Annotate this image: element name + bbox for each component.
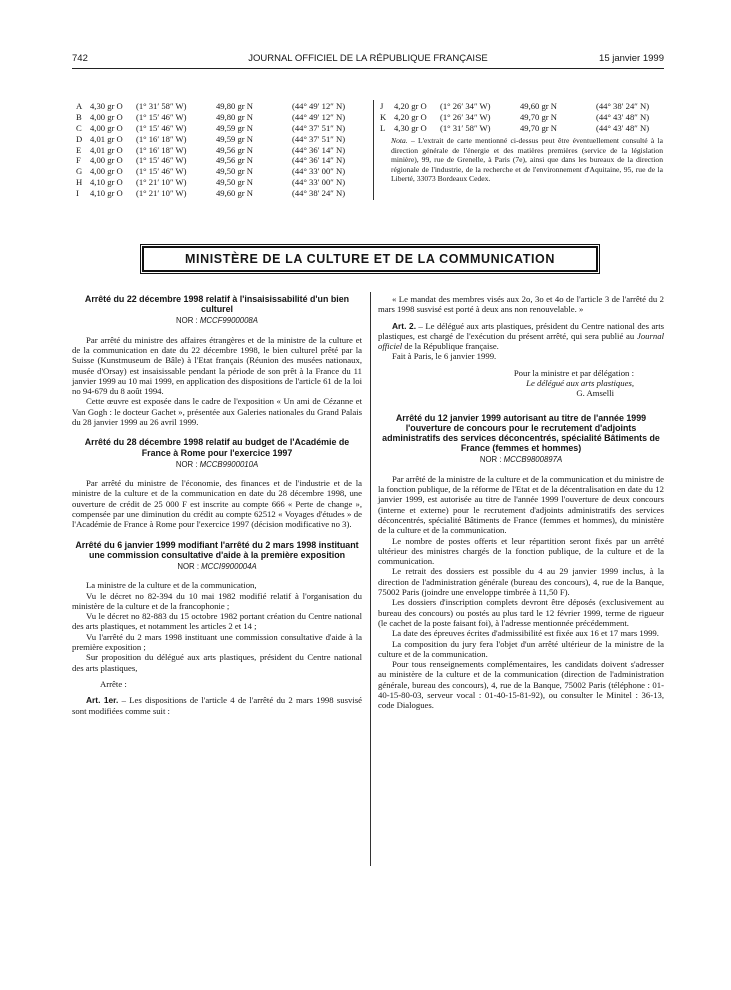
arrete-label: Arrête : [100, 678, 127, 689]
paragraph: Le retrait des dossiers est possible du 4 au 29 janvier 1999 inclus, à la direction de l'administration générale (bureau des concours), 4, rue de la Banque, 75002 Paris (joindre une enveloppe timbrée à 11,50 F). [378, 566, 664, 598]
header-divider [72, 68, 664, 69]
signature-line: Le délégué aux arts plastiques, [526, 378, 634, 389]
nor-code: MCCB9900010A [199, 459, 259, 469]
article-text: – Le délégué aux arts plastiques, président du Centre national des arts plastiques, est chargé de l'exécution du présent arrêté, qui sera publié au [378, 320, 664, 341]
coordinate-row [76, 188, 376, 199]
point-label: I [76, 188, 79, 199]
latitude-grades: 49,80 gr N [216, 101, 253, 111]
journal-reference: Journal officiel [378, 330, 664, 352]
latitude-grades: 49,70 gr N [520, 111, 557, 122]
coordinate-row [380, 112, 670, 123]
paragraph: La date des épreuves écrites d'admissibilité est fixée aux 16 et 17 mars 1999. [392, 628, 659, 639]
latitude-degrees: (44° 38′ 24″ N) [292, 188, 346, 199]
longitude-degrees: (1° 15′ 46″ W) [136, 111, 187, 122]
point-label: C [76, 122, 82, 133]
longitude-grades: 4,00 gr O [90, 155, 123, 166]
longitude-grades: 4,00 gr O [90, 122, 123, 133]
longitude-degrees: (1° 26′ 34″ W) [440, 111, 491, 122]
coordinates-table-left [76, 101, 376, 199]
longitude-degrees: (1° 15′ 46″ W) [136, 122, 187, 133]
latitude-degrees: (44° 33′ 00″ N) [292, 166, 346, 177]
coordinate-row [380, 123, 670, 134]
paragraph: Le nombre de postes offerts et leur répartition seront fixés par un arrêté ultérieur des ministres chargés de la fonction publique, de la culture et de la communication. [378, 535, 664, 567]
nor-label: NOR : [479, 455, 504, 465]
nor-label: NOR : [176, 316, 200, 326]
paragraph: Les dossiers d'inscription complets devront être déposés (exclusivement au bureau des concours) ou postés au plus tard le 12 février 1999, terme de rigueur (le cachet de la poste faisant foi), à l'adresse mentionnée précédemment. [378, 597, 664, 628]
nor-reference [72, 316, 362, 326]
coordinate-row [76, 123, 376, 134]
longitude-grades: 4,01 gr O [90, 133, 123, 144]
signature-line: Pour la ministre et par délégation : [513, 367, 634, 378]
right-column [378, 294, 664, 711]
coordinate-row [380, 101, 670, 112]
longitude-grades: 4,00 gr O [90, 111, 123, 122]
nota-label: Nota. [391, 136, 408, 145]
article-text: – Les dispositions de l'article 4 de l'arrêté du 2 mars 1998 susvisé sont modifiées comme suit : [72, 695, 362, 716]
latitude-degrees: (44° 43′ 48″ N) [596, 122, 650, 133]
ministry-heading: MINISTÈRE DE LA CULTURE ET DE LA COMMUNICATION [142, 246, 598, 272]
longitude-degrees: (1° 15′ 46″ W) [136, 166, 187, 177]
article-label: Art. 1er. [86, 695, 119, 706]
page-header [72, 53, 664, 67]
signatory-name: G. Amselli [576, 388, 614, 399]
longitude-grades: 4,10 gr O [90, 188, 123, 199]
paragraph: Vu l'arrêté du 2 mars 1998 instituant une commission consultative d'aide à la première exposition ; [72, 631, 362, 653]
nota-text: – L'extrait de carte mentionné ci-dessus peut être éventuellement consulté à la direction générale de l'énergie et des matières premières (service de la législation minière), 99, rue de Grenelle, à Paris (7e), ainsi que dans les bureaux de la direction régionale de l'industrie, de la recherche et de l'environnement d'Aquitaine, 95, rue de la Liberté, 33073 Bordeaux Cedex. [391, 136, 663, 184]
page-number: 742 [72, 53, 88, 64]
latitude-grades: 49,60 gr N [216, 188, 253, 199]
issue-date: 15 janvier 1999 [599, 53, 664, 64]
paragraph: Pour tous renseignements complémentaires, les candidats doivent s'adresser au ministère de la culture et de la communication (direction de l'administration générale, bureau des concours), 4, rue de la Banque, 75002 Paris (téléphone : 01-40-15-80-03, serveur vocal : 01-40-15-81-92), ou consulter le Minitel : 36-13, code Dialogues. [378, 659, 664, 711]
paragraph: Par arrêté du ministre de l'économie, des finances et de l'industrie et de la ministre de la culture et de la communication en date du 28 décembre 1998, une ouverture de crédit de 25 000 F est inscrite au compte 666 « Perte de change », compensée par une diminution du crédit au compte 62512 « Voyages d'études » de l'Académie de France à Rome pour l'exercice 1997 (décision modificative no 3). [72, 478, 362, 530]
latitude-grades: 49,59 gr N [216, 122, 253, 133]
arrete-title: Arrêté du 6 janvier 1999 modifiant l'arrêté du 2 mars 1998 instituant une commission consultative d'aide à la première exposition [75, 539, 359, 560]
done-at: Fait à Paris, le 6 janvier 1999. [392, 351, 497, 362]
latitude-grades: 49,50 gr N [216, 177, 253, 188]
article-2 [378, 321, 664, 352]
arrete-title: Arrêté du 28 décembre 1998 relatif au budget de l'Académie de France à Rome pour l'exercice 1997 [84, 437, 350, 458]
longitude-grades: 4,20 gr O [394, 111, 427, 122]
longitude-degrees: (1° 15′ 46″ W) [136, 155, 187, 166]
paragraph: La composition du jury fera l'objet d'un arrêté ultérieur de la ministre de la culture et de la communication. [378, 638, 664, 659]
longitude-degrees: (1° 16′ 18″ W) [136, 133, 187, 144]
latitude-grades: 49,80 gr N [216, 111, 253, 122]
column-divider [370, 292, 371, 866]
arrete-title: Arrêté du 22 décembre 1998 relatif à l'insaisissabilité d'un bien culturel [84, 294, 350, 315]
article-text-end: de la République française. [402, 341, 499, 352]
point-label: E [76, 144, 82, 155]
arrete-title: Arrêté du 12 janvier 1999 autorisant au titre de l'année 1999 l'ouverture de concours pour le recrutement d'adjoints administratifs des services déconcentrés, spécialité Bâtiments de France (femmes et hommes) [382, 412, 660, 454]
nor-code: MCCF9900008A [199, 316, 258, 326]
point-label: A [76, 101, 83, 111]
longitude-degrees: (1° 16′ 18″ W) [136, 144, 187, 155]
nota-paragraph [391, 136, 663, 184]
nor-reference [378, 455, 664, 465]
nor-code: MCCI9900004A [201, 561, 257, 571]
longitude-grades: 4,30 gr O [394, 122, 427, 133]
point-label: D [76, 133, 83, 144]
longitude-degrees: (1° 26′ 34″ W) [440, 101, 491, 111]
article-1 [72, 695, 362, 716]
latitude-grades: 49,70 gr N [520, 122, 557, 133]
longitude-grades: 4,30 gr O [90, 101, 123, 111]
latitude-grades: 49,50 gr N [216, 166, 253, 177]
longitude-grades: 4,01 gr O [90, 144, 123, 155]
latitude-degrees: (44° 37′ 51″ N) [292, 133, 346, 144]
latitude-degrees: (44° 49′ 12″ N) [292, 111, 346, 122]
coordinate-row [76, 145, 376, 156]
point-label: H [76, 177, 83, 188]
latitude-degrees: (44° 33′ 00″ N) [292, 177, 346, 188]
paragraph: Cette œuvre est exposée dans le cadre de l'exposition « Un ami de Cézanne et Van Gogh : le docteur Gachet », présentée aux Galeries nationales du Grand Palais du 28 janvier 1999 au 26 avril 1999. [72, 396, 362, 428]
paragraph: Sur proposition du délégué aux arts plastiques, président du Centre national des arts plastiques, [72, 652, 362, 673]
latitude-degrees: (44° 36′ 14″ N) [292, 144, 346, 155]
column-divider [373, 100, 374, 200]
paragraph: Vu le décret no 82-883 du 15 octobre 1982 portant création du Centre national des arts plastiques, et notamment les articles 2 et 14 ; [72, 611, 362, 632]
nor-reference [72, 562, 362, 572]
longitude-degrees: (1° 31′ 58″ W) [136, 101, 187, 111]
article-label: Art. 2. [392, 320, 417, 331]
paragraph: Par arrêté de la ministre de la culture et de la communication et du ministre de la fonction publique, de la réforme de l'Etat et de la décentralisation en date du 12 janvier 1999, est autorisée au titre de l'année 1999 l'ouverture de deux concours (interne et externe) pour le recrutement d'adjoints administratifs des services déconcentrés, spécialité Bâtiments de France (femmes et hommes), du ministère de la culture et de la communication. [378, 473, 664, 536]
coordinate-row [76, 134, 376, 145]
coordinate-row [76, 155, 376, 166]
latitude-degrees: (44° 43′ 48″ N) [596, 111, 650, 122]
nor-reference [72, 460, 362, 470]
longitude-degrees: (1° 21′ 10″ W) [136, 177, 187, 188]
nor-code: MCCB9800897A [503, 455, 563, 465]
latitude-grades: 49,56 gr N [216, 144, 253, 155]
nor-label: NOR : [177, 561, 202, 571]
paragraph: Par arrêté du ministre des affaires étrangères et de la ministre de la culture et de la communication en date du 22 décembre 1998, le bien culturel prêté par la Suisse (Kunstmuseum de Bâle) à l'Etat français (Réunion des musées nationaux, musée d'Orsay) est insaisissable pendant la période de son prêt à la France du 11 janvier 1999 au 10 mai 1999, en application des dispositions de l'article 61 de la loi no 94-679 du 8 août 1994. [72, 334, 362, 397]
paragraph: La ministre de la culture et de la communication, [86, 580, 257, 591]
longitude-degrees: (1° 31′ 58″ W) [440, 122, 491, 133]
latitude-degrees: (44° 37′ 51″ N) [292, 122, 346, 133]
point-label: L [380, 122, 386, 133]
coordinates-table-right [380, 101, 670, 134]
nor-label: NOR : [175, 459, 200, 469]
latitude-grades: 49,56 gr N [216, 155, 253, 166]
longitude-degrees: (1° 21′ 10″ W) [136, 188, 187, 199]
coordinate-row [76, 177, 376, 188]
coordinate-row [76, 166, 376, 177]
point-label: J [380, 101, 384, 111]
journal-title: JOURNAL OFFICIEL DE LA RÉPUBLIQUE FRANÇAISE [248, 53, 488, 64]
paragraph: Vu le décret no 82-394 du 10 mai 1982 modifié relatif à l'organisation du ministère de la culture et de la francophonie ; [72, 590, 362, 611]
point-label: B [76, 111, 82, 122]
latitude-degrees: (44° 36′ 14″ N) [292, 155, 346, 166]
latitude-grades: 49,60 gr N [520, 101, 557, 111]
left-column [72, 294, 362, 716]
longitude-grades: 4,10 gr O [90, 177, 123, 188]
point-label: K [380, 111, 387, 122]
point-label: G [76, 166, 83, 177]
paragraph: « Le mandat des membres visés aux 2o, 3o et 4o de l'article 3 de l'arrêté du 2 mars 1998 susvisé est porté à deux ans non renouvelable. » [378, 294, 664, 315]
point-label: F [76, 155, 81, 166]
latitude-grades: 49,59 gr N [216, 133, 253, 144]
latitude-degrees: (44° 49′ 12″ N) [292, 101, 346, 111]
coordinate-row [76, 112, 376, 123]
longitude-grades: 4,20 gr O [394, 101, 427, 111]
coordinate-row [76, 101, 376, 112]
longitude-grades: 4,00 gr O [90, 166, 123, 177]
latitude-degrees: (44° 38′ 24″ N) [596, 101, 650, 111]
